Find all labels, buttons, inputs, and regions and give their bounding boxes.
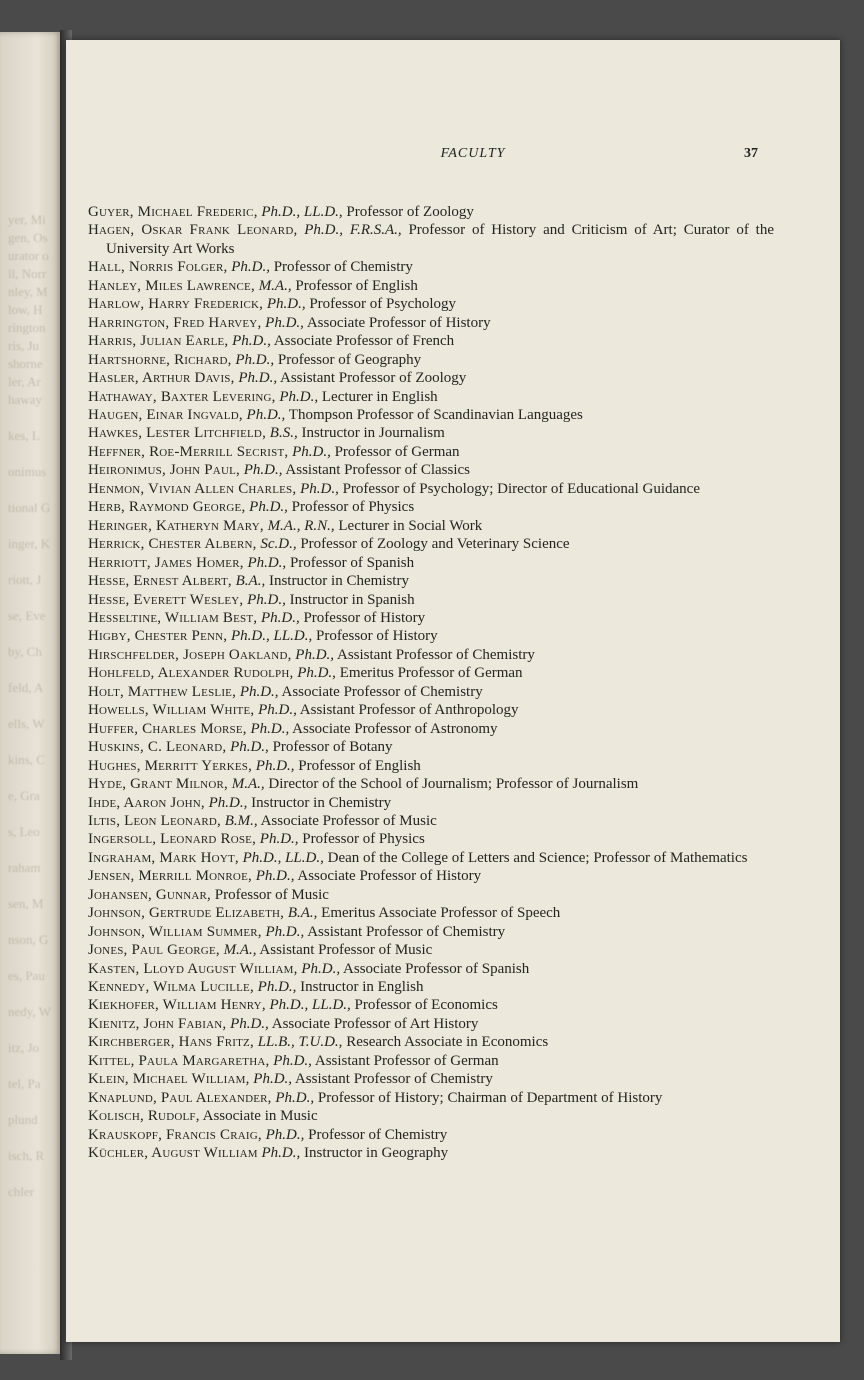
- faculty-name: Herriott, James Homer,: [88, 554, 244, 571]
- faculty-name: Ingraham, Mark Hoyt,: [88, 849, 239, 866]
- faculty-degrees: Ph.D.,: [297, 665, 336, 682]
- faculty-degrees: Ph.D.,: [259, 831, 299, 848]
- faculty-title: Associate Professor of Astronomy: [292, 720, 498, 737]
- faculty-title: Associate Professor of Art History: [271, 1015, 479, 1032]
- faculty-entry: [88, 388, 774, 406]
- faculty-name: Hartshorne, Richard,: [88, 351, 232, 368]
- faculty-name: Jensen, Merrill Monroe,: [88, 868, 252, 885]
- faculty-title: Professor of Psychology: [309, 296, 457, 313]
- faculty-entry: [88, 830, 774, 848]
- faculty-title: Professor of History: [316, 628, 438, 645]
- faculty-name: Haugen, Einar Ingvald,: [88, 406, 243, 423]
- faculty-name: Higby, Chester Penn,: [88, 628, 228, 645]
- faculty-name: Howells, William White,: [88, 702, 255, 719]
- faculty-entry: [88, 314, 774, 332]
- faculty-degrees: Ph.D.,: [243, 462, 283, 479]
- faculty-title: Instructor in Chemistry: [251, 794, 392, 811]
- faculty-title: Professor of Chemistry: [273, 259, 413, 276]
- faculty-title: Dean of the College of Letters and Science; Professor of Mathematics: [327, 849, 748, 866]
- faculty-entry: [88, 960, 774, 978]
- faculty-title: Professor of Economics: [354, 997, 498, 1014]
- faculty-name: Kolisch, Rudolf,: [88, 1108, 200, 1125]
- faculty-title: Emeritus Professor of German: [339, 665, 523, 682]
- faculty-title: Instructor in Spanish: [289, 591, 415, 608]
- faculty-degrees: Ph.D.,: [239, 683, 279, 700]
- faculty-name: Hawkes, Lester Litchfield,: [88, 425, 267, 442]
- faculty-degrees: Ph.D.,: [208, 794, 248, 811]
- faculty-entry: [88, 535, 774, 553]
- faculty-name: Kittel, Paula Margaretha,: [88, 1052, 270, 1069]
- faculty-degrees: Ph.D.,: [246, 406, 286, 423]
- faculty-name: Krauskopf, Francis Craig,: [88, 1126, 262, 1143]
- faculty-entry: [88, 517, 774, 535]
- faculty-entry: [88, 738, 774, 756]
- faculty-entry: [88, 757, 774, 775]
- faculty-degrees: Ph.D.,: [275, 1089, 315, 1106]
- faculty-name: Küchler, August William: [88, 1145, 258, 1162]
- faculty-entry: [88, 849, 774, 867]
- faculty-entry: [88, 203, 774, 221]
- faculty-name: Kiekhofer, William Henry,: [88, 997, 266, 1014]
- faculty-name: Hirschfelder, Joseph Oakland,: [88, 646, 292, 663]
- faculty-name: Hyde, Grant Milnor,: [88, 776, 228, 793]
- faculty-entry: [88, 996, 774, 1014]
- faculty-name: Jones, Paul George,: [88, 942, 220, 959]
- faculty-title: Assistant Professor of Chemistry: [307, 923, 506, 940]
- faculty-title: Professor of Zoology and Veterinary Science: [300, 536, 570, 553]
- faculty-title: Professor of English: [295, 277, 418, 294]
- faculty-entry: [88, 978, 774, 996]
- faculty-name: Iltis, Leon Leonard,: [88, 812, 221, 829]
- faculty-entry: [88, 812, 774, 830]
- faculty-title: Research Associate in Economics: [346, 1034, 549, 1051]
- faculty-degrees: Ph.D.,: [258, 702, 297, 719]
- faculty-name: Harrington, Fred Harvey,: [88, 314, 262, 331]
- faculty-degrees: Ph.D.,: [232, 333, 271, 350]
- faculty-entry: [88, 1052, 774, 1070]
- faculty-title: Professor of Physics: [291, 499, 415, 516]
- faculty-entry: [88, 1089, 774, 1107]
- faculty-name: Henmon, Vivian Allen Charles,: [88, 480, 297, 497]
- faculty-name: Hagen, Oskar Frank Leonard,: [88, 222, 298, 239]
- faculty-entry: [88, 1144, 774, 1162]
- faculty-name: Herb, Raymond George,: [88, 499, 246, 516]
- book-page: [66, 40, 840, 1342]
- faculty-entry: [88, 443, 774, 461]
- faculty-name: Hanley, Miles Lawrence,: [88, 277, 255, 294]
- faculty-name: Hesse, Everett Wesley,: [88, 591, 244, 608]
- faculty-degrees: M.A.,: [258, 277, 292, 294]
- faculty-title: Professor of Spanish: [289, 554, 415, 571]
- faculty-title: Professor of Chemistry: [308, 1126, 448, 1143]
- faculty-name: Klein, Michael William,: [88, 1071, 250, 1088]
- faculty-degrees: B.A.,: [235, 573, 266, 590]
- faculty-entry: [88, 221, 774, 258]
- faculty-name: Heringer, Katheryn Mary,: [88, 517, 264, 534]
- faculty-entry: [88, 406, 774, 424]
- faculty-degrees: Ph.D.,: [238, 370, 278, 387]
- faculty-degrees: Ph.D., LL.D.,: [261, 204, 343, 220]
- faculty-title: Associate Professor of Music: [260, 812, 437, 829]
- faculty-entry: [88, 886, 774, 904]
- facing-page-edge: yer, Mi gen, Os urator o ll, Norr nley, M low, H rington ris, Ju shorne ler, Ar haway kes, L onimus tional G inger, K riott, J se, Eve by, Ch feld, A ells, W kins, C e, Gra s, Leo raham sen, M nson, G es, Pau nedy, W itz, Jo tel, Pa plund isch, R chler: [0, 32, 62, 1354]
- faculty-degrees: LL.B., T.U.D.,: [257, 1034, 343, 1051]
- faculty-entry: [88, 554, 774, 572]
- faculty-title: Associate Professor of Spanish: [343, 960, 530, 977]
- faculty-degrees: Ph.D.,: [255, 757, 295, 774]
- faculty-title: Instructor in English: [300, 979, 424, 996]
- faculty-entry: [88, 480, 774, 498]
- faculty-title: Associate Professor of History: [297, 868, 482, 885]
- faculty-degrees: Ph.D., F.R.S.A.,: [304, 222, 402, 239]
- faculty-degrees: Ph.D., LL.D.,: [269, 997, 351, 1014]
- faculty-degrees: Ph.D.,: [253, 1071, 293, 1088]
- faculty-degrees: Ph.D., LL.D.,: [242, 849, 324, 866]
- faculty-entry: [88, 904, 774, 922]
- faculty-title: Instructor in Journalism: [301, 425, 445, 442]
- faculty-entry: [88, 1033, 774, 1051]
- faculty-entry: [88, 794, 774, 812]
- faculty-name: Huffer, Charles Morse,: [88, 720, 247, 737]
- faculty-entry: [88, 646, 774, 664]
- faculty-degrees: Sc.D.,: [260, 536, 297, 553]
- faculty-degrees: Ph.D., LL.D.,: [230, 628, 313, 645]
- faculty-title: Professor of Geography: [277, 351, 422, 368]
- faculty-entry: [88, 498, 774, 516]
- faculty-degrees: Ph.D.,: [301, 960, 341, 977]
- faculty-entry: [88, 867, 774, 885]
- faculty-entry: [88, 351, 774, 369]
- faculty-entry: [88, 295, 774, 313]
- faculty-degrees: Ph.D.,: [261, 1145, 301, 1162]
- faculty-name: Kirchberger, Hans Fritz,: [88, 1034, 254, 1051]
- faculty-title: Assistant Professor of Zoology: [280, 370, 467, 387]
- faculty-entry: [88, 1070, 774, 1088]
- faculty-name: Kasten, Lloyd August William,: [88, 960, 298, 977]
- faculty-entry: [88, 683, 774, 701]
- faculty-title: Associate in Music: [202, 1108, 318, 1125]
- faculty-title: Professor of History and Criticism of Art; Curator of the University Art Works: [106, 222, 774, 257]
- faculty-entry: [88, 369, 774, 387]
- faculty-entry: [88, 572, 774, 590]
- faculty-entry: [88, 941, 774, 959]
- faculty-name: Johnson, Gertrude Elizabeth,: [88, 905, 285, 922]
- faculty-degrees: Ph.D.,: [247, 554, 287, 571]
- faculty-title: Associate Professor of Chemistry: [281, 683, 483, 700]
- faculty-list: [88, 203, 774, 1163]
- faculty-name: Heffner, Roe-Merrill Secrist,: [88, 443, 289, 460]
- faculty-degrees: Ph.D.,: [247, 591, 286, 608]
- faculty-entry: [88, 1015, 774, 1033]
- faculty-degrees: Ph.D.,: [249, 499, 288, 516]
- faculty-name: Hughes, Merritt Yerkes,: [88, 757, 253, 774]
- faculty-degrees: Ph.D.,: [265, 923, 305, 940]
- page-number: 37: [744, 146, 758, 161]
- faculty-name: Heironimus, John Paul,: [88, 462, 240, 479]
- faculty-name: Ihde, Aaron John,: [88, 794, 205, 811]
- faculty-entry: [88, 258, 774, 276]
- faculty-title: Assistant Professor of Music: [259, 942, 433, 959]
- faculty-entry: [88, 424, 774, 442]
- faculty-title: Assistant Professor of Chemistry: [294, 1071, 493, 1088]
- faculty-name: Herrick, Chester Albern,: [88, 536, 257, 553]
- faculty-title: Assistant Professor of Chemistry: [336, 646, 535, 663]
- faculty-degrees: Ph.D.,: [231, 259, 270, 276]
- faculty-entry: [88, 701, 774, 719]
- faculty-title: Professor of History; Chairman of Department of History: [317, 1089, 663, 1106]
- faculty-title: Assistant Professor of Anthropology: [299, 702, 519, 719]
- faculty-name: Kennedy, Wilma Lucille,: [88, 979, 254, 996]
- faculty-title: Emeritus Associate Professor of Speech: [321, 905, 561, 922]
- faculty-entry: [88, 1126, 774, 1144]
- faculty-title: Professor of Music: [214, 886, 329, 903]
- faculty-degrees: Ph.D.,: [266, 296, 306, 313]
- faculty-degrees: B.S.,: [269, 425, 298, 442]
- faculty-degrees: Ph.D.,: [292, 443, 331, 460]
- faculty-entry: [88, 775, 774, 793]
- faculty-entry: [88, 332, 774, 350]
- faculty-degrees: Ph.D.,: [260, 609, 300, 626]
- faculty-degrees: Ph.D.,: [295, 646, 335, 663]
- faculty-title: Assistant Professor of Classics: [285, 462, 470, 479]
- faculty-degrees: B.M.,: [224, 812, 258, 829]
- faculty-title: Professor of English: [298, 757, 421, 774]
- faculty-title: Associate Professor of History: [306, 314, 491, 331]
- faculty-name: Harris, Julian Earle,: [88, 333, 229, 350]
- faculty-degrees: Ph.D.,: [235, 351, 275, 368]
- faculty-title: Thompson Professor of Scandinavian Languages: [288, 406, 583, 423]
- faculty-name: Ingersoll, Leonard Rose,: [88, 831, 257, 848]
- faculty-degrees: M.A.,: [223, 942, 257, 959]
- faculty-entry: [88, 1107, 774, 1125]
- faculty-name: Hesse, Ernest Albert,: [88, 573, 232, 590]
- faculty-title: Professor of Zoology: [346, 204, 474, 220]
- faculty-entry: [88, 277, 774, 295]
- faculty-entry: [88, 609, 774, 627]
- faculty-entry: [88, 627, 774, 645]
- faculty-degrees: Ph.D.,: [255, 868, 295, 885]
- faculty-degrees: Ph.D.,: [265, 314, 304, 331]
- faculty-name: Hesseltine, William Best,: [88, 609, 258, 626]
- faculty-title: Director of the School of Journalism; Professor of Journalism: [268, 776, 639, 793]
- faculty-title: Instructor in Chemistry: [268, 573, 409, 590]
- faculty-title: Assistant Professor of German: [314, 1052, 499, 1069]
- faculty-title: Professor of Physics: [302, 831, 425, 848]
- page-header: [66, 146, 840, 168]
- faculty-title: Associate Professor of French: [273, 333, 455, 350]
- faculty-degrees: Ph.D.,: [265, 1126, 305, 1143]
- faculty-degrees: Ph.D.,: [257, 979, 297, 996]
- faculty-title: Professor of History: [303, 609, 426, 626]
- faculty-name: Johnson, William Summer,: [88, 923, 262, 940]
- faculty-name: Holt, Matthew Leslie,: [88, 683, 237, 700]
- faculty-degrees: Ph.D.,: [300, 480, 339, 497]
- faculty-name: Hasler, Arthur Davis,: [88, 370, 235, 387]
- faculty-degrees: Ph.D.,: [230, 1015, 269, 1032]
- faculty-degrees: B.A.,: [287, 905, 318, 922]
- faculty-entry: [88, 461, 774, 479]
- faculty-degrees: Ph.D.,: [279, 388, 319, 405]
- faculty-degrees: M.A., R.N.,: [267, 517, 335, 534]
- faculty-name: Hall, Norris Folger,: [88, 259, 228, 276]
- faculty-degrees: Ph.D.,: [273, 1052, 312, 1069]
- faculty-name: Guyer, Michael Frederic,: [88, 204, 258, 220]
- faculty-degrees: Ph.D.,: [230, 739, 269, 756]
- faculty-name: Johansen, Gunnar,: [88, 886, 211, 903]
- faculty-entry: [88, 720, 774, 738]
- faculty-entry: [88, 923, 774, 941]
- faculty-name: Harlow, Harry Frederick,: [88, 296, 264, 313]
- faculty-degrees: M.A.,: [231, 776, 265, 793]
- faculty-entry: [88, 591, 774, 609]
- faculty-title: Professor of German: [334, 443, 460, 460]
- faculty-name: Huskins, C. Leonard,: [88, 739, 227, 756]
- faculty-name: Kienitz, John Fabian,: [88, 1015, 227, 1032]
- faculty-title: Professor of Psychology; Director of Educational Guidance: [342, 480, 700, 497]
- faculty-degrees: Ph.D.,: [250, 720, 290, 737]
- faculty-name: Hathaway, Baxter Levering,: [88, 388, 276, 405]
- faculty-title: Professor of Botany: [272, 739, 393, 756]
- faculty-title: Lecturer in English: [321, 388, 438, 405]
- faculty-title: Lecturer in Social Work: [338, 517, 483, 534]
- faculty-name: Knaplund, Paul Alexander,: [88, 1089, 272, 1106]
- faculty-entry: [88, 664, 774, 682]
- faculty-name: Hohlfeld, Alexander Rudolph,: [88, 665, 294, 682]
- running-head: FACULTY: [440, 146, 506, 161]
- faculty-title: Instructor in Geography: [303, 1145, 449, 1162]
